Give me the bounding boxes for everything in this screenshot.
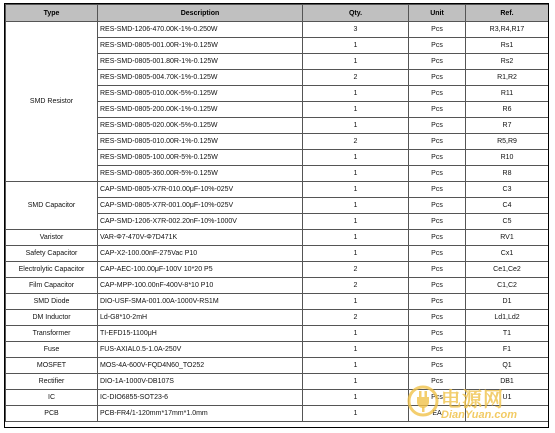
unit-cell: Pcs: [409, 390, 466, 406]
type-cell: DM Inductor: [6, 310, 98, 326]
table-row: [6, 22, 549, 38]
watermark-cn-text: 电源网: [441, 387, 504, 411]
qty-cell: 1: [303, 198, 409, 214]
type-cell: Varistor: [6, 230, 98, 246]
description-cell: MOS-4A-600V-FQD4N60_TO252: [98, 358, 303, 374]
ref-cell: R7: [466, 118, 549, 134]
unit-cell: Pcs: [409, 166, 466, 182]
description-cell: CAP-AEC-100.00μF-100V 10*20 P5: [98, 262, 303, 278]
description-cell: RES-SMD-0805-001.00R-1%-0.125W: [98, 38, 303, 54]
type-cell: Fuse: [6, 342, 98, 358]
table-row: [6, 278, 549, 294]
qty-cell: 1: [303, 342, 409, 358]
unit-cell: Pcs: [409, 374, 466, 390]
qty-cell: 1: [303, 294, 409, 310]
ref-cell: R1,R2: [466, 70, 549, 86]
table-row: [6, 262, 549, 278]
ref-cell: F1: [466, 342, 549, 358]
ref-cell: Q1: [466, 358, 549, 374]
description-cell: RES-SMD-1206-470.00K-1%-0.250W: [98, 22, 303, 38]
description-cell: PCB-FR4/1-120mm*17mm*1.0mm: [98, 406, 303, 422]
qty-cell: 1: [303, 54, 409, 70]
header-type: Type: [6, 5, 98, 22]
qty-cell: 1: [303, 214, 409, 230]
qty-cell: 1: [303, 166, 409, 182]
unit-cell: Pcs: [409, 134, 466, 150]
unit-cell: Pcs: [409, 198, 466, 214]
unit-cell: Pcs: [409, 150, 466, 166]
qty-cell: 1: [303, 374, 409, 390]
type-cell: Rectifier: [6, 374, 98, 390]
unit-cell: Pcs: [409, 326, 466, 342]
type-cell: SMD Resistor: [6, 22, 98, 182]
qty-cell: 2: [303, 70, 409, 86]
description-cell: CAP-SMD-1206-X7R-002.20nF-10%-1000V: [98, 214, 303, 230]
table-row: [6, 358, 549, 374]
qty-cell: 2: [303, 134, 409, 150]
qty-cell: 1: [303, 38, 409, 54]
description-cell: RES-SMD-0805-001.80R-1%-0.125W: [98, 54, 303, 70]
qty-cell: 3: [303, 22, 409, 38]
description-cell: RES-SMD-0805-004.70K-1%-0.125W: [98, 70, 303, 86]
bom-sheet: [4, 3, 549, 428]
unit-cell: Pcs: [409, 358, 466, 374]
qty-cell: 1: [303, 326, 409, 342]
description-cell: RES-SMD-0805-360.00R-5%-0.125W: [98, 166, 303, 182]
unit-cell: Pcs: [409, 70, 466, 86]
ref-cell: Ld1,Ld2: [466, 310, 549, 326]
qty-cell: 2: [303, 278, 409, 294]
header-qty: Qty.: [303, 5, 409, 22]
ref-cell: R10: [466, 150, 549, 166]
table-row: [6, 342, 549, 358]
header-ref: Ref.: [466, 5, 549, 22]
type-cell: IC: [6, 390, 98, 406]
description-cell: IC-DIO6855-SOT23-6: [98, 390, 303, 406]
header-description: Description: [98, 5, 303, 22]
table-row: [6, 310, 549, 326]
type-cell: MOSFET: [6, 358, 98, 374]
description-cell: RES-SMD-0805-100.00R-5%-0.125W: [98, 150, 303, 166]
ref-cell: C5: [466, 214, 549, 230]
qty-cell: 2: [303, 262, 409, 278]
ref-cell: R3,R4,R17: [466, 22, 549, 38]
header-row: [6, 5, 549, 22]
table-row: [6, 230, 549, 246]
table-row: [6, 406, 549, 422]
qty-cell: 1: [303, 150, 409, 166]
qty-cell: 1: [303, 86, 409, 102]
bom-body: [6, 22, 549, 422]
type-cell: PCB: [6, 406, 98, 422]
ref-cell: C1,C2: [466, 278, 549, 294]
qty-cell: 1: [303, 406, 409, 422]
qty-cell: 1: [303, 246, 409, 262]
description-cell: TI-EFD15-1100μH: [98, 326, 303, 342]
qty-cell: 1: [303, 182, 409, 198]
unit-cell: Pcs: [409, 294, 466, 310]
qty-cell: 1: [303, 102, 409, 118]
description-cell: VAR-Φ7-470V-Φ7D471K: [98, 230, 303, 246]
unit-cell: Pcs: [409, 246, 466, 262]
description-cell: CAP-X2-100.00nF-275Vac P10: [98, 246, 303, 262]
description-cell: RES-SMD-0805-010.00R-1%-0.125W: [98, 134, 303, 150]
type-cell: SMD Diode: [6, 294, 98, 310]
description-cell: DIO-USF-SMA-001.00A-1000V-RS1M: [98, 294, 303, 310]
ref-cell: R6: [466, 102, 549, 118]
table-row: [6, 294, 549, 310]
table-row: [6, 246, 549, 262]
unit-cell: Pcs: [409, 86, 466, 102]
ref-cell: RV1: [466, 230, 549, 246]
unit-cell: Pcs: [409, 22, 466, 38]
ref-cell: [466, 406, 549, 422]
unit-cell: Pcs: [409, 278, 466, 294]
unit-cell: Pcs: [409, 214, 466, 230]
ref-cell: R5,R9: [466, 134, 549, 150]
description-cell: RES-SMD-0805-200.00K-1%-0.125W: [98, 102, 303, 118]
unit-cell: Pcs: [409, 262, 466, 278]
table-row: [6, 390, 549, 406]
ref-cell: C4: [466, 198, 549, 214]
ref-cell: T1: [466, 326, 549, 342]
type-cell: Film Capacitor: [6, 278, 98, 294]
unit-cell: Pcs: [409, 54, 466, 70]
unit-cell: Pcs: [409, 118, 466, 134]
ref-cell: DB1: [466, 374, 549, 390]
unit-cell: Pcs: [409, 310, 466, 326]
description-cell: FUS-AXIAL0.5-1.0A-250V: [98, 342, 303, 358]
type-cell: Transformer: [6, 326, 98, 342]
ref-cell: C3: [466, 182, 549, 198]
qty-cell: 1: [303, 230, 409, 246]
description-cell: CAP-SMD-0805-X7R-001.00μF-10%-025V: [98, 198, 303, 214]
ref-cell: D1: [466, 294, 549, 310]
watermark-en-text: DianYuan.com: [441, 409, 517, 421]
ref-cell: Ce1,Ce2: [466, 262, 549, 278]
qty-cell: 1: [303, 358, 409, 374]
unit-cell: Pcs: [409, 230, 466, 246]
table-row: [6, 182, 549, 198]
description-cell: DIO-1A-1000V-DB107S: [98, 374, 303, 390]
ref-cell: R8: [466, 166, 549, 182]
unit-cell: Pcs: [409, 342, 466, 358]
description-cell: CAP-MPP-100.00nF-400V-8*10 P10: [98, 278, 303, 294]
unit-cell: Pcs: [409, 182, 466, 198]
header-unit: Unit: [409, 5, 466, 22]
table-row: [6, 326, 549, 342]
qty-cell: 1: [303, 118, 409, 134]
description-cell: CAP-SMD-0805-X7R-010.00μF-10%-025V: [98, 182, 303, 198]
unit-cell: Pcs: [409, 102, 466, 118]
type-cell: Electrolytic Capacitor: [6, 262, 98, 278]
description-cell: RES-SMD-0805-020.00K-5%-0.125W: [98, 118, 303, 134]
unit-cell: EA: [409, 406, 466, 422]
description-cell: Ld-G8*10-2mH: [98, 310, 303, 326]
unit-cell: Pcs: [409, 38, 466, 54]
ref-cell: U1: [466, 390, 549, 406]
type-cell: Safety Capacitor: [6, 246, 98, 262]
table-row: [6, 374, 549, 390]
bom-table: [5, 4, 549, 422]
ref-cell: Rs2: [466, 54, 549, 70]
ref-cell: R11: [466, 86, 549, 102]
description-cell: RES-SMD-0805-010.00K-5%-0.125W: [98, 86, 303, 102]
qty-cell: 1: [303, 390, 409, 406]
ref-cell: Rs1: [466, 38, 549, 54]
type-cell: SMD Capacitor: [6, 182, 98, 230]
ref-cell: Cx1: [466, 246, 549, 262]
qty-cell: 2: [303, 310, 409, 326]
